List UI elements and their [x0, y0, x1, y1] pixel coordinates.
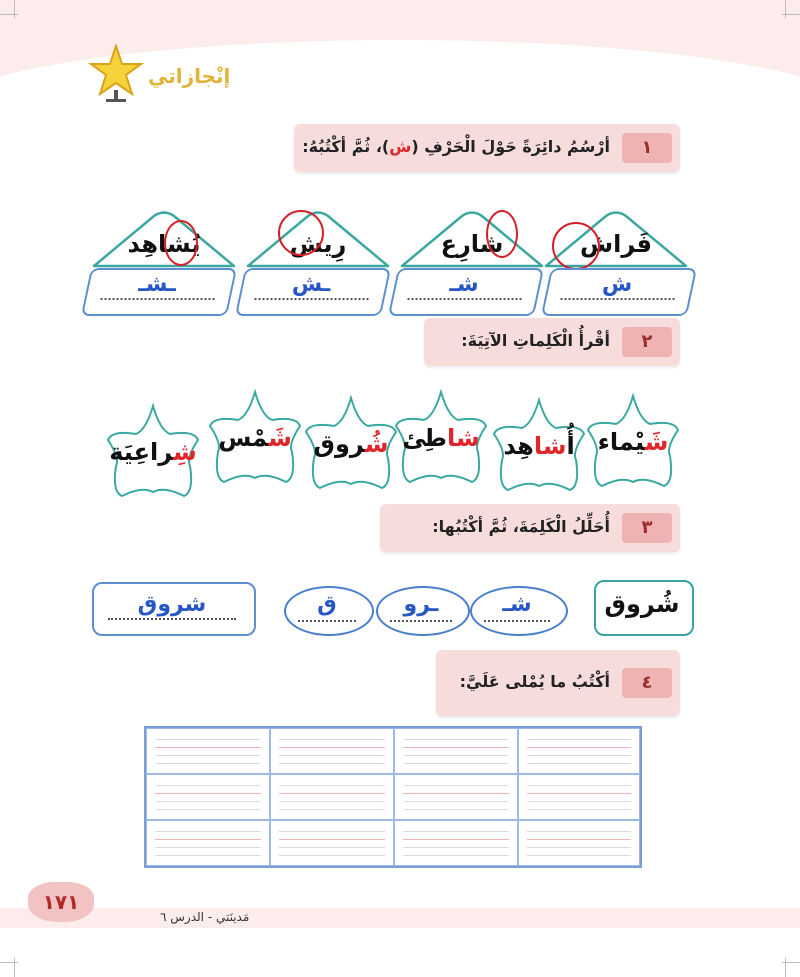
q4-number-badge: ٤: [622, 668, 672, 698]
q1-answer: شـ: [449, 272, 479, 297]
q3-number-badge: ٣: [622, 513, 672, 543]
writing-grid[interactable]: [144, 726, 642, 868]
footer-lesson-label: مَدينَتي - الدرس ٦: [160, 910, 250, 924]
q2-word: شِراعِيَة: [109, 438, 197, 466]
q3-instruction: أُحَلِّلُ الْكَلِمَةَ، ثُمَّ أكْتُبُها:: [432, 517, 610, 536]
q2-word: شُروق: [313, 430, 389, 458]
page-title: إنْجازاتي: [148, 64, 231, 88]
answer-circle: [486, 210, 518, 258]
part-text: ـرو: [403, 592, 439, 617]
q1-word: فَراش: [580, 230, 652, 258]
q1-number-badge: ١: [622, 133, 672, 163]
q2-word: شَيْماء: [597, 428, 669, 456]
q1-banner: [294, 124, 680, 172]
q2-word: أُشاهِد: [503, 432, 575, 460]
answer-circle: [552, 222, 600, 270]
q4-instruction: أكْتُبُ ما يُمْلى عَلَيَّ:: [459, 672, 610, 691]
q2-word: شَمْس: [218, 424, 292, 452]
q1-word: شارِع: [440, 230, 504, 258]
q2-instruction: أقْرأُ الْكَلِماتِ الآتِيَةَ:: [461, 331, 610, 350]
result-text: شروق: [137, 592, 207, 617]
part-text: ق: [317, 592, 337, 617]
trophy-star-icon: [88, 44, 144, 104]
q4-banner: [436, 650, 680, 716]
q1-answer: ش: [601, 272, 633, 297]
q2-banner: [424, 318, 680, 366]
footer-band: [0, 908, 800, 928]
source-word: شُروق: [604, 590, 680, 618]
q3-banner: [380, 504, 680, 552]
q1-word: يُشاهِد: [127, 230, 201, 258]
q2-number-badge: ٢: [622, 327, 672, 357]
q1-answer: ـش: [291, 272, 331, 297]
answer-circle: [164, 220, 198, 266]
answer-circle: [278, 210, 324, 256]
page-number-badge: ١٧١: [28, 882, 94, 922]
q1-instruction: أرْسُمُ دائِرَةً حَوْلَ الْحَرْفِ (ش)، ثُمَّ أكْتُبُهُ:: [302, 137, 610, 156]
q1-answer: ـشـ: [138, 272, 176, 297]
part-text: شـ: [502, 592, 532, 617]
q1-word: رِيش: [289, 230, 347, 258]
q2-word: شاطِئ: [402, 424, 480, 452]
